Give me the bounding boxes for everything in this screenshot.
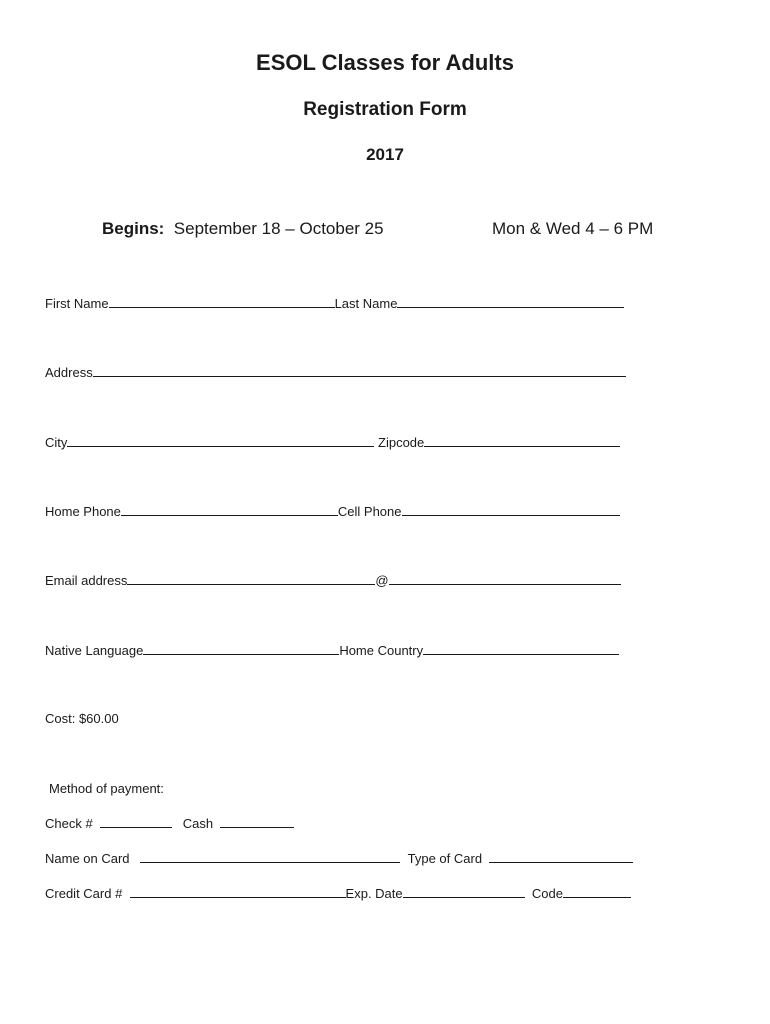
native-language-field[interactable] <box>143 642 339 655</box>
phone-row <box>45 503 620 520</box>
email-domain-field[interactable] <box>389 572 621 585</box>
exp-date-field[interactable] <box>403 885 525 898</box>
home-phone-field[interactable] <box>121 503 338 516</box>
email-user-field[interactable] <box>127 572 375 585</box>
code-field[interactable] <box>563 885 631 898</box>
address-field[interactable] <box>93 364 626 377</box>
address-label: Address <box>45 365 93 380</box>
type-of-card-label: Type of Card <box>407 851 483 866</box>
check-cash-row <box>45 815 294 832</box>
native-language-label: Native Language <box>45 643 144 658</box>
last-name-label: Last Name <box>334 296 398 311</box>
exp-date-label: Exp. Date <box>345 886 403 901</box>
at-sign: @ <box>375 573 389 588</box>
payment-method-label: Method of payment: <box>49 781 164 796</box>
home-country-label: Home Country <box>339 643 424 658</box>
credit-card-label: Credit Card # <box>45 886 123 901</box>
code-label: Code <box>531 886 563 901</box>
form-year: 2017 <box>366 145 404 164</box>
address-row <box>45 364 626 381</box>
cash-field[interactable] <box>220 815 294 828</box>
name-row <box>45 295 624 312</box>
cost-text: Cost: $60.00 <box>45 711 119 726</box>
schedule-times: Mon & Wed 4 – 6 PM <box>492 219 654 238</box>
email-label: Email address <box>45 573 128 588</box>
email-row <box>45 572 621 589</box>
name-on-card-field[interactable] <box>140 850 400 863</box>
city-row <box>45 434 620 451</box>
form-title: ESOL Classes for Adults <box>256 50 514 75</box>
first-name-field[interactable] <box>109 295 335 308</box>
cash-label: Cash <box>182 816 214 831</box>
begins-label: Begins: <box>102 219 165 238</box>
date-range: September 18 – October 25 <box>173 219 384 238</box>
check-field[interactable] <box>100 815 172 828</box>
check-label: Check # <box>45 816 93 831</box>
home-phone-label: Home Phone <box>45 504 121 519</box>
city-label: City <box>45 435 68 450</box>
cell-phone-field[interactable] <box>402 503 620 516</box>
form-subtitle: Registration Form <box>303 99 467 120</box>
zipcode-field[interactable] <box>424 434 620 447</box>
language-row <box>45 642 619 659</box>
name-on-card-label: Name on Card <box>45 851 130 866</box>
schedule-dates <box>102 219 384 239</box>
card-name-row <box>45 850 633 867</box>
credit-card-field[interactable] <box>130 885 346 898</box>
type-of-card-field[interactable] <box>489 850 633 863</box>
home-country-field[interactable] <box>423 642 619 655</box>
cell-phone-label: Cell Phone <box>337 504 402 519</box>
first-name-label: First Name <box>45 296 109 311</box>
city-field[interactable] <box>67 434 374 447</box>
last-name-field[interactable] <box>397 295 624 308</box>
credit-card-row <box>45 885 631 902</box>
zipcode-label: Zipcode <box>378 435 425 450</box>
